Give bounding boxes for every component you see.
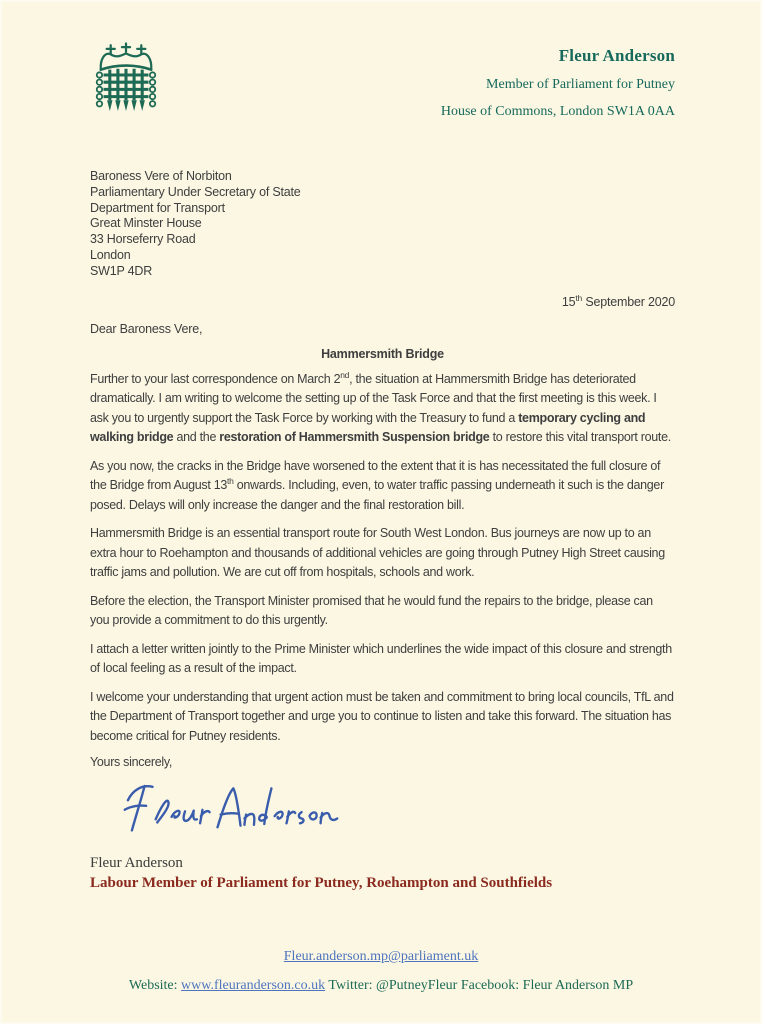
text-segment: Before the election, the Transport Minister promised that he would fund the repairs to the bridge, please can you provide a commitment to do this urgently. — [90, 593, 653, 628]
superscript-text: th — [227, 475, 234, 486]
recipient-line: London — [90, 247, 131, 262]
letter-date — [90, 292, 675, 309]
paragraph — [90, 370, 675, 448]
text-segment: September 2020 — [582, 294, 675, 309]
paragraph — [90, 457, 675, 516]
salutation: Dear Baroness Vere, — [90, 321, 203, 336]
paragraph — [90, 688, 675, 747]
closing: Yours sincerely, — [90, 755, 173, 770]
website-link[interactable]: www.fleuranderson.co.uk — [181, 978, 326, 993]
superscript-text: nd — [340, 369, 350, 380]
email-link[interactable]: Fleur.anderson.mp@parliament.uk — [283, 949, 479, 964]
footer — [0, 949, 762, 994]
text-segment: 15 — [561, 294, 576, 309]
text-segment: Website: — [128, 978, 182, 993]
text-segment: I welcome your understanding that urgent action must be taken and commitment to bring local councils, TfL and the Department of Transport together and urge you to continue to listen and take this forward. The situation has become critical for Putney residents. — [90, 689, 674, 743]
letterhead — [90, 42, 675, 131]
paragraph — [90, 592, 675, 631]
paragraph — [90, 640, 675, 679]
mp-name: Fleur Anderson — [558, 46, 675, 65]
body-paragraphs — [90, 370, 675, 747]
superscript-text: th — [575, 292, 583, 303]
recipient-line: Great Minster House — [90, 216, 202, 231]
sender-role: Labour Member of Parliament for Putney, Roehampton and Southfields — [90, 875, 553, 892]
text-segment: to restore this vital transport route. — [489, 430, 671, 445]
letterhead-text — [170, 42, 675, 120]
text-segment: , the situation at Hammersmith Bridge has deteriorated dramatically. I am writing to welcome the setting up of the Task Force and that the first meeting is this week. I ask you to urgently support the Task Force by working with the Treasury to fund a — [90, 371, 657, 425]
text-segment: Hammersmith Bridge is an essential transport route for South West London. Bus journeys are now up to an extra hour to Roehampton and thousands of additional vehicles are going through Putney High Street causing traffic jams and pollution. We are cut off from hospitals, schools and work. — [90, 526, 665, 580]
recipient-line: Parliamentary Under Secretary of State — [90, 184, 301, 199]
sender-name: Fleur Anderson — [90, 855, 183, 872]
text-segment: As you now, the cracks in the Bridge have worsened to the extent that it is has necessitated the full closure of the Bridge from August 13 — [90, 458, 661, 493]
recipient-address — [90, 169, 675, 280]
mp-title: Member of Parliament for Putney — [486, 77, 675, 92]
recipient-line: 33 Horseferry Road — [90, 232, 196, 247]
subject-line: Hammersmith Bridge — [321, 346, 444, 361]
paragraph — [90, 524, 675, 583]
text-segment: and the — [173, 430, 220, 445]
recipient-line: Baroness Vere of Norbiton — [90, 169, 232, 183]
mp-address: House of Commons, London SW1A 0AA — [440, 104, 675, 119]
portcullis-crown-icon — [90, 42, 170, 131]
signature-image — [120, 777, 342, 841]
recipient-line: Department for Transport — [90, 200, 225, 215]
text-segment: Twitter: @PutneyFleur Facebook: Fleur Anderson MP — [325, 978, 634, 993]
text-segment: Further to your last correspondence on March 2 — [90, 371, 341, 386]
text-segment: temporary cycling and walking bridge — [90, 410, 646, 445]
text-segment: I attach a letter written jointly to the Prime Minister which underlines the wide impact of this closure and strength of local feeling as a result of the impact. — [90, 641, 672, 676]
recipient-line: SW1P 4DR — [90, 263, 153, 278]
text-segment: restoration of Hammersmith Suspension bridge — [219, 430, 490, 445]
text-segment: onwards. Including, even, to water traffic passing underneath it such is the danger posed. Delays will only increase the danger and the final restoration bill. — [90, 478, 664, 512]
footer-website-line — [0, 978, 762, 994]
